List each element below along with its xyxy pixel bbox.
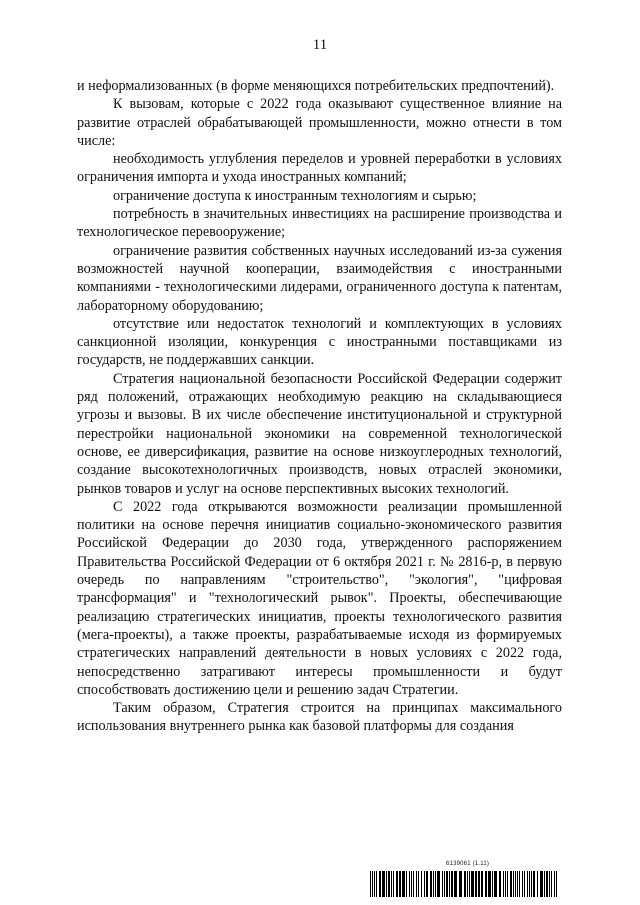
barcode <box>370 871 560 897</box>
paragraph-1: и неформализованных (в форме меняющихся потребительских предпочтений). <box>77 78 555 94</box>
page-number: 11 <box>312 37 328 53</box>
paragraph-4: ограничение доступа к иностранным технологиям и сырью; <box>113 187 477 204</box>
document-body <box>77 77 562 736</box>
document-code: 6139061 (1.11) <box>446 861 490 867</box>
paragraph-2: К вызовам, которые с 2022 года оказывают существенное влияние на развитие отраслей обрабатывающей промышленности, можно отнести в том числе: <box>77 96 562 149</box>
paragraph-7: отсутствие или недостаток технологий и комплектующих в условиях санкционной изоляции, конкуренция с иностранными поставщиками из государств, не поддержавших санкции. <box>77 315 562 369</box>
paragraph-6: ограничение развития собственных научных исследований из-за сужения возможностей научной кооперации, взаимодействия с иностранными компаниями - технологическими лидерами, ограниченного доступа к патентам, лабораторному оборудованию; <box>77 242 562 314</box>
paragraph-9: С 2022 года открываются возможности реализации промышленной политики на основе перечня инициатив социально-экономического развития Российской Федерации до 2030 года, утвержденного распоряжением Правительства Российской Федерации от 6 октября 2021 г. № 2816-р, в первую очередь по направлениям "строительство", "экология", "цифровая трансформация" и "технологический рывок". Проекты, обеспечивающие реализацию стратегических инициатив, проекты технологического развития (мега-проекты), а также проекты, разрабатываемые исходя из формируемых стратегических направлений деятельности в новых условиях с 2022 года, непосредственно затрагивают интересы промышленности и будут способствовать достижению цели и решению задач Стратегии. <box>77 498 562 698</box>
paragraph-10: Таким образом, Стратегия строится на принципах максимального использования внутреннего рынка как базовой платформы для создания <box>77 700 562 735</box>
paragraph-5: потребность в значительных инвестициях на расширение производства и технологическое перевооружение; <box>77 206 562 241</box>
paragraph-3: необходимость углубления переделов и уровней переработки в условиях ограничения импорта и ухода иностранных компаний; <box>77 151 562 186</box>
paragraph-8: Стратегия национальной безопасности Российской Федерации содержит ряд положений, отражающих необходимую реакцию на складывающиеся угрозы и вызовы. В их числе обеспечение институциональной и структурной перестройки национальной экономики на современной технологической основе, ее диверсификация, развитие на основе низкоуглеродных технологий, создание высокотехнологичных производств, новых отраслей экономики, рынков товаров и услуг на основе перспективных высоких технологий. <box>77 370 562 497</box>
